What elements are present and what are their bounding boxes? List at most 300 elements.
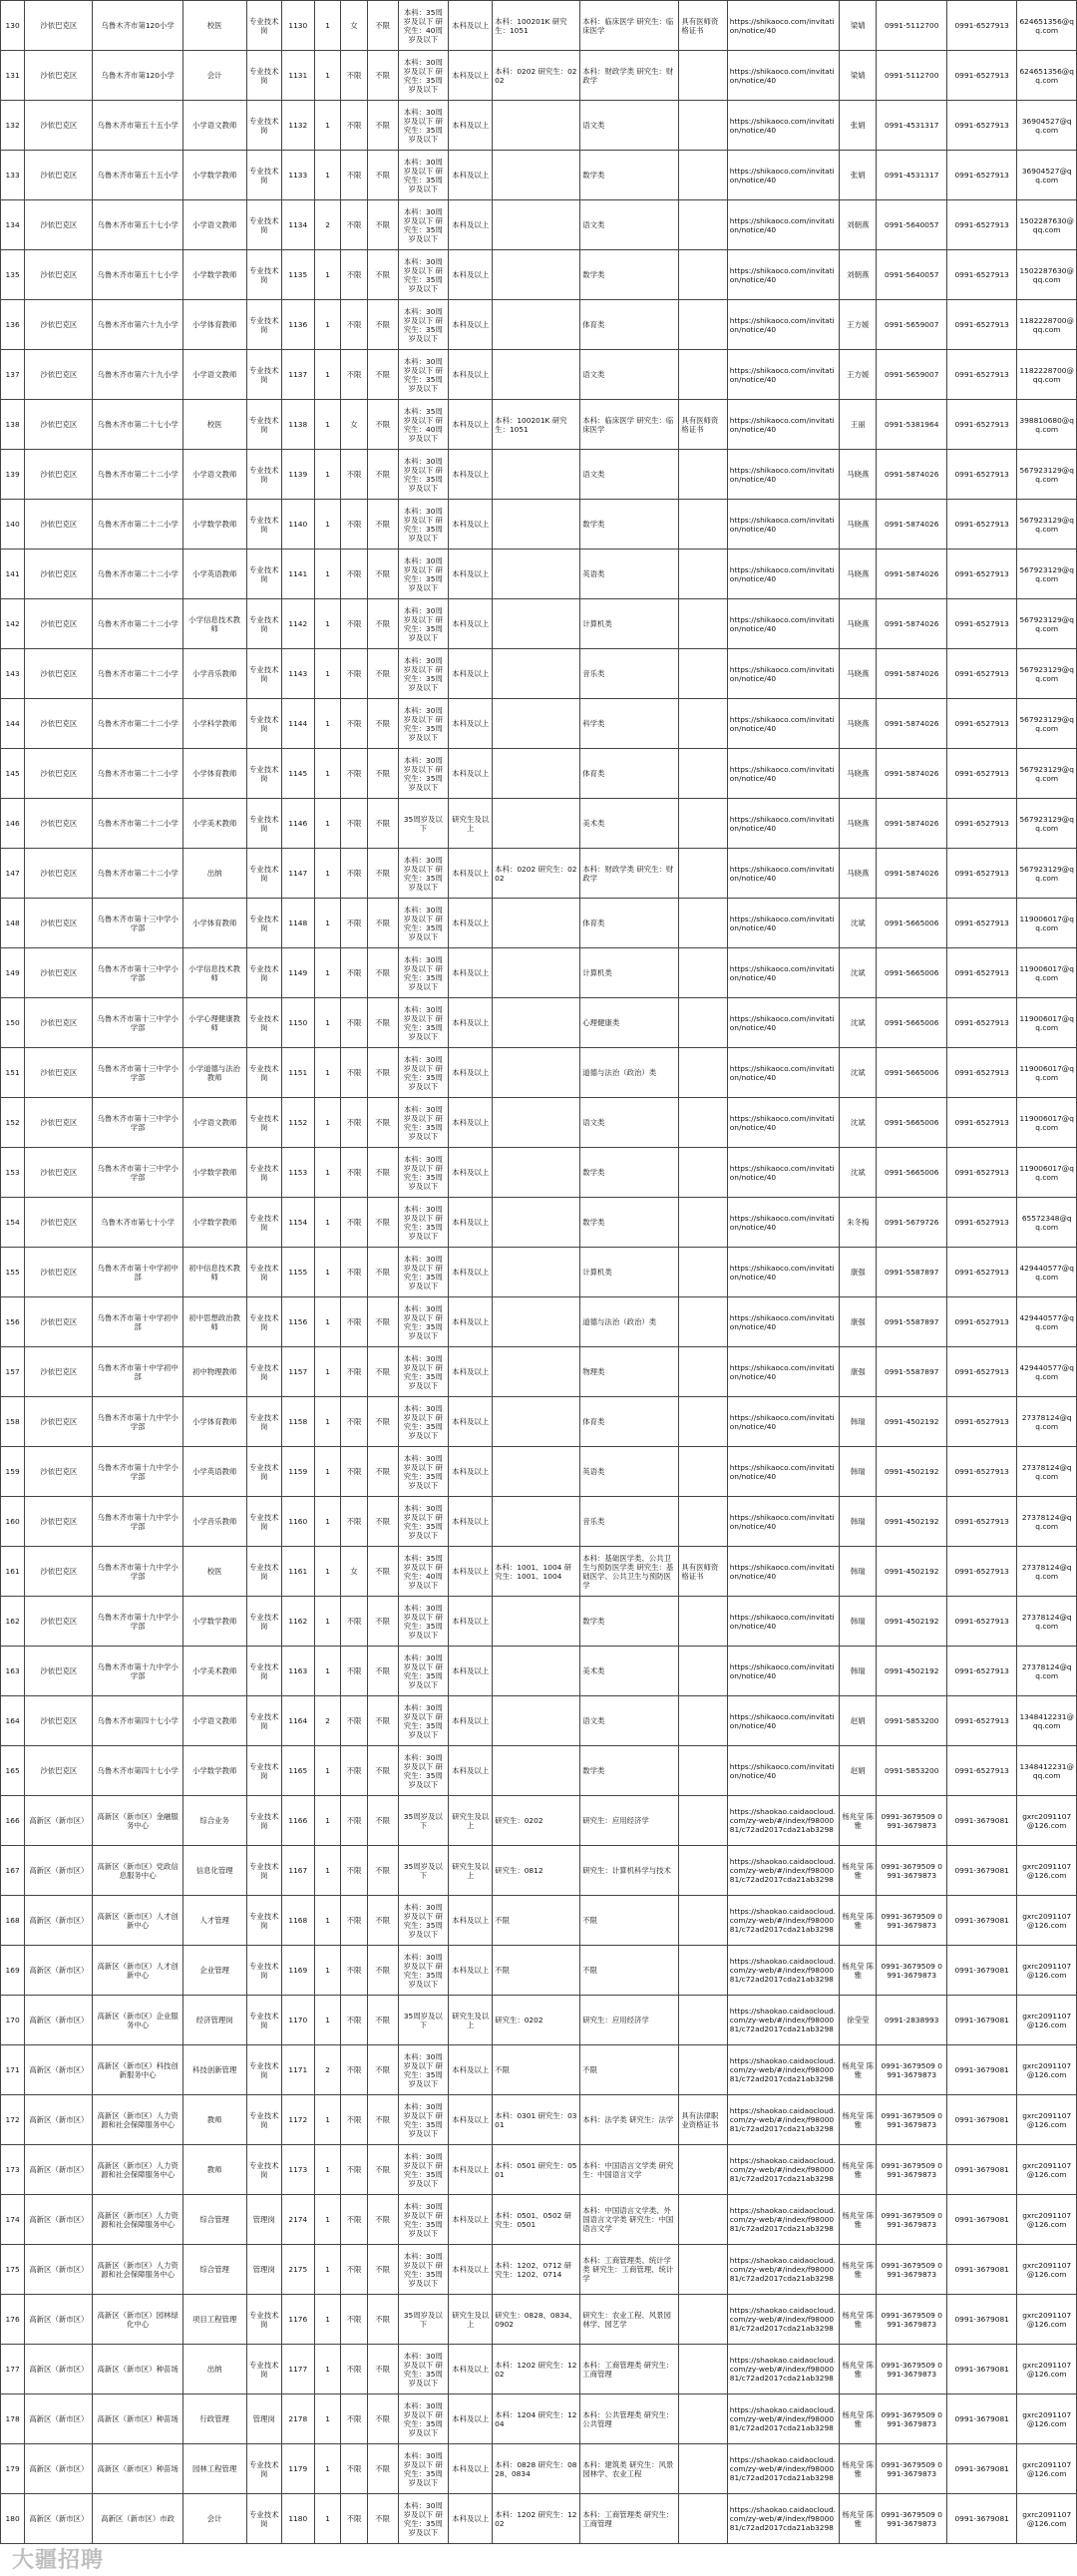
- education-cell: 本科及以上: [449, 550, 493, 599]
- district-cell: 高新区（新市区）: [25, 1896, 93, 1946]
- position-type-cell: 专业技术岗: [246, 1148, 281, 1198]
- major-name-cell: 本科：财政学类 研究生：财政学: [580, 51, 679, 101]
- district-cell: 高新区（新市区）: [25, 2195, 93, 2245]
- gender-cell: 不限: [341, 849, 367, 899]
- row-number-cell: 169: [1, 1946, 25, 1996]
- district-cell: 高新区（新市区）: [25, 2494, 93, 2544]
- position-name-cell: 小学数学教师: [182, 250, 246, 300]
- ethnicity-cell: 不限: [367, 699, 398, 749]
- registration-url-cell: https://shikaoco.com/invitation/notice/40: [727, 300, 839, 350]
- education-cell: 本科及以上: [449, 1, 493, 51]
- position-code-cell: 1151: [281, 1048, 314, 1098]
- major-code-cell: 本科：0501、0502 研究生：0501: [493, 2195, 580, 2245]
- table-row: [1, 799, 1077, 849]
- other-requirements-cell: [679, 1597, 727, 1647]
- district-cell: 高新区（新市区）: [25, 2245, 93, 2295]
- supervision-phone-cell: 0991-3679081: [946, 2345, 1016, 2394]
- position-code-cell: 1145: [281, 749, 314, 799]
- major-name-cell: 数学类: [580, 1198, 679, 1248]
- contact-phone-cell: 0991-5665006: [877, 1098, 946, 1148]
- headcount-cell: 1: [314, 101, 340, 151]
- age-requirement-cell: 本科：30周岁及以下 研究生：35周岁及以下: [398, 998, 449, 1048]
- major-code-cell: [493, 550, 580, 599]
- contact-email-cell: gxrc2091107@126.com: [1017, 2494, 1077, 2544]
- ethnicity-cell: 不限: [367, 799, 398, 849]
- position-name-cell: 校医: [182, 1, 246, 51]
- position-type-cell: 专业技术岗: [246, 500, 281, 550]
- row-number-cell: 146: [1, 799, 25, 849]
- row-number-cell: 154: [1, 1198, 25, 1248]
- supervision-phone-cell: 0991-6527913: [946, 599, 1016, 649]
- employer-cell: 乌鲁木齐市第十三中学小学部: [93, 899, 182, 948]
- position-name-cell: 小学数学教师: [182, 1746, 246, 1796]
- table-row: [1, 1347, 1077, 1397]
- district-cell: 沙依巴克区: [25, 300, 93, 350]
- position-code-cell: 1163: [281, 1647, 314, 1696]
- ethnicity-cell: 不限: [367, 101, 398, 151]
- age-requirement-cell: 本科：30周岁及以下 研究生：35周岁及以下: [398, 2394, 449, 2444]
- district-cell: 沙依巴克区: [25, 51, 93, 101]
- registration-url-cell: https://shikaoco.com/invitation/notice/40: [727, 998, 839, 1048]
- contact-email-cell: gxrc2091107@126.com: [1017, 2295, 1077, 2345]
- major-name-cell: 本科：建筑类 研究生：风景园林学、农业工程: [580, 2444, 679, 2494]
- contact-person-cell: 沈斌: [840, 948, 877, 998]
- table-row: [1, 849, 1077, 899]
- registration-url-cell: https://shikaoco.com/invitation/notice/40: [727, 1447, 839, 1497]
- employer-cell: 乌鲁木齐市第十三中学小学部: [93, 1148, 182, 1198]
- contact-email-cell: 27378124@qq.com: [1017, 1597, 1077, 1647]
- table-row: [1, 599, 1077, 649]
- contact-phone-cell: 0991-3679509 0991-3679873: [877, 2494, 946, 2544]
- age-requirement-cell: 本科：30周岁及以下 研究生：35周岁及以下: [398, 2095, 449, 2145]
- ethnicity-cell: 不限: [367, 1647, 398, 1696]
- position-name-cell: 会计: [182, 51, 246, 101]
- other-requirements-cell: [679, 1098, 727, 1148]
- major-name-cell: 语文类: [580, 450, 679, 500]
- district-cell: 沙依巴克区: [25, 649, 93, 699]
- contact-person-cell: 赵娟: [840, 1696, 877, 1746]
- registration-url-cell: https://shaokao.caidaocloud.com/zy-web/#/index/f9800081/c72ad2017cda21ab3298: [727, 2295, 839, 2345]
- table-row: [1, 1, 1077, 51]
- position-type-cell: 专业技术岗: [246, 1746, 281, 1796]
- registration-url-cell: https://shikaoco.com/invitation/notice/40: [727, 450, 839, 500]
- position-type-cell: 管理岗: [246, 2394, 281, 2444]
- education-cell: 研究生及以上: [449, 1796, 493, 1846]
- gender-cell: 不限: [341, 500, 367, 550]
- age-requirement-cell: 本科：35周岁及以下 研究生：40周岁及以下: [398, 1547, 449, 1597]
- registration-url-cell: https://shikaoco.com/invitation/notice/40: [727, 101, 839, 151]
- contact-email-cell: 36904527@qq.com: [1017, 151, 1077, 200]
- row-number-cell: 132: [1, 101, 25, 151]
- registration-url-cell: https://shikaoco.com/invitation/notice/40: [727, 1696, 839, 1746]
- major-code-cell: [493, 300, 580, 350]
- other-requirements-cell: [679, 1297, 727, 1347]
- headcount-cell: 1: [314, 1497, 340, 1547]
- position-name-cell: 小学信息技术教师: [182, 599, 246, 649]
- gender-cell: 不限: [341, 1597, 367, 1647]
- supervision-phone-cell: 0991-6527913: [946, 1297, 1016, 1347]
- row-number-cell: 143: [1, 649, 25, 699]
- position-code-cell: 1150: [281, 998, 314, 1048]
- position-code-cell: 1144: [281, 699, 314, 749]
- position-code-cell: 1173: [281, 2145, 314, 2195]
- district-cell: 高新区（新市区）: [25, 2444, 93, 2494]
- major-name-cell: 数学类: [580, 1746, 679, 1796]
- position-code-cell: 1153: [281, 1148, 314, 1198]
- ethnicity-cell: 不限: [367, 2345, 398, 2394]
- other-requirements-cell: [679, 300, 727, 350]
- age-requirement-cell: 本科：30周岁及以下 研究生：35周岁及以下: [398, 1647, 449, 1696]
- contact-person-cell: 康强: [840, 1347, 877, 1397]
- age-requirement-cell: 35周岁及以下: [398, 1996, 449, 2045]
- district-cell: 沙依巴克区: [25, 1696, 93, 1746]
- age-requirement-cell: 本科：30周岁及以下 研究生：35周岁及以下: [398, 849, 449, 899]
- headcount-cell: 1: [314, 1297, 340, 1347]
- position-code-cell: 1130: [281, 1, 314, 51]
- contact-email-cell: 119006017@qq.com: [1017, 899, 1077, 948]
- ethnicity-cell: 不限: [367, 1248, 398, 1297]
- employer-cell: 高新区（新市区）人力资源和社会保障服务中心: [93, 2195, 182, 2245]
- supervision-phone-cell: 0991-3679081: [946, 1896, 1016, 1946]
- registration-url-cell: https://shaokao.caidaocloud.com/zy-web/#/index/f9800081/c72ad2017cda21ab3298: [727, 2145, 839, 2195]
- headcount-cell: 1: [314, 2245, 340, 2295]
- headcount-cell: 1: [314, 51, 340, 101]
- supervision-phone-cell: 0991-6527913: [946, 300, 1016, 350]
- major-name-cell: 语文类: [580, 1098, 679, 1148]
- position-name-cell: 小学音乐教师: [182, 1497, 246, 1547]
- position-type-cell: 专业技术岗: [246, 1647, 281, 1696]
- table-row: [1, 1148, 1077, 1198]
- other-requirements-cell: [679, 649, 727, 699]
- ethnicity-cell: 不限: [367, 1048, 398, 1098]
- headcount-cell: 1: [314, 1996, 340, 2045]
- headcount-cell: 1: [314, 1946, 340, 1996]
- supervision-phone-cell: 0991-3679081: [946, 2444, 1016, 2494]
- registration-url-cell: https://shikaoco.com/invitation/notice/40: [727, 250, 839, 300]
- contact-person-cell: 沈斌: [840, 998, 877, 1048]
- headcount-cell: 1: [314, 300, 340, 350]
- employer-cell: 乌鲁木齐市第二十七小学: [93, 400, 182, 450]
- contact-email-cell: 567923129@qq.com: [1017, 749, 1077, 799]
- gender-cell: 不限: [341, 2045, 367, 2095]
- row-number-cell: 139: [1, 450, 25, 500]
- row-number-cell: 148: [1, 899, 25, 948]
- other-requirements-cell: [679, 2045, 727, 2095]
- other-requirements-cell: [679, 51, 727, 101]
- contact-email-cell: 624651356@qq.com: [1017, 1, 1077, 51]
- row-number-cell: 165: [1, 1746, 25, 1796]
- registration-url-cell: https://shikaoco.com/invitation/notice/40: [727, 350, 839, 400]
- position-code-cell: 1168: [281, 1896, 314, 1946]
- table-row: [1, 1746, 1077, 1796]
- registration-url-cell: https://shikaoco.com/invitation/notice/40: [727, 1597, 839, 1647]
- age-requirement-cell: 本科：30周岁及以下 研究生：35周岁及以下: [398, 2444, 449, 2494]
- position-type-cell: 专业技术岗: [246, 350, 281, 400]
- age-requirement-cell: 本科：30周岁及以下 研究生：35周岁及以下: [398, 1148, 449, 1198]
- education-cell: 本科及以上: [449, 1148, 493, 1198]
- major-name-cell: 数学类: [580, 250, 679, 300]
- major-name-cell: 语文类: [580, 200, 679, 250]
- supervision-phone-cell: 0991-6527913: [946, 1696, 1016, 1746]
- major-name-cell: 数学类: [580, 151, 679, 200]
- contact-phone-cell: 0991-5665006: [877, 948, 946, 998]
- supervision-phone-cell: 0991-6527913: [946, 899, 1016, 948]
- position-code-cell: 1156: [281, 1297, 314, 1347]
- position-code-cell: 1137: [281, 350, 314, 400]
- major-name-cell: 体育类: [580, 300, 679, 350]
- supervision-phone-cell: 0991-6527913: [946, 699, 1016, 749]
- position-type-cell: 专业技术岗: [246, 799, 281, 849]
- supervision-phone-cell: 0991-6527913: [946, 1397, 1016, 1447]
- major-code-cell: [493, 1497, 580, 1547]
- job-table-body: [1, 1, 1077, 2544]
- position-code-cell: 1172: [281, 2095, 314, 2145]
- position-code-cell: 1134: [281, 200, 314, 250]
- contact-phone-cell: 0991-4502192: [877, 1397, 946, 1447]
- employer-cell: 乌鲁木齐市第二十二小学: [93, 550, 182, 599]
- position-code-cell: 2175: [281, 2245, 314, 2295]
- other-requirements-cell: [679, 2444, 727, 2494]
- table-row: [1, 2345, 1077, 2394]
- contact-person-cell: 沈斌: [840, 1048, 877, 1098]
- position-type-cell: 专业技术岗: [246, 2345, 281, 2394]
- contact-email-cell: gxrc2091107@126.com: [1017, 2145, 1077, 2195]
- position-name-cell: 校医: [182, 1547, 246, 1597]
- row-number-cell: 156: [1, 1297, 25, 1347]
- age-requirement-cell: 本科：30周岁及以下 研究生：35周岁及以下: [398, 2494, 449, 2544]
- contact-email-cell: gxrc2091107@126.com: [1017, 2345, 1077, 2394]
- table-row: [1, 2195, 1077, 2245]
- table-row: [1, 2444, 1077, 2494]
- contact-person-cell: 韩瑞: [840, 1547, 877, 1597]
- table-row: [1, 1547, 1077, 1597]
- gender-cell: 不限: [341, 2095, 367, 2145]
- table-row: [1, 1297, 1077, 1347]
- district-cell: 沙依巴克区: [25, 899, 93, 948]
- headcount-cell: 1: [314, 350, 340, 400]
- age-requirement-cell: 本科：30周岁及以下 研究生：35周岁及以下: [398, 2345, 449, 2394]
- contact-phone-cell: 0991-5874026: [877, 599, 946, 649]
- district-cell: 沙依巴克区: [25, 599, 93, 649]
- other-requirements-cell: [679, 1746, 727, 1796]
- position-code-cell: 1171: [281, 2045, 314, 2095]
- registration-url-cell: https://shaokao.caidaocloud.com/zy-web/#/index/f9800081/c72ad2017cda21ab3298: [727, 1846, 839, 1896]
- registration-url-cell: https://shikaoco.com/invitation/notice/40: [727, 151, 839, 200]
- employer-cell: 乌鲁木齐市第四十七小学: [93, 1696, 182, 1746]
- ethnicity-cell: 不限: [367, 1946, 398, 1996]
- contact-person-cell: 赵娟: [840, 1746, 877, 1796]
- position-name-cell: 小学数学教师: [182, 151, 246, 200]
- district-cell: 沙依巴克区: [25, 1297, 93, 1347]
- position-type-cell: 专业技术岗: [246, 450, 281, 500]
- education-cell: 本科及以上: [449, 2345, 493, 2394]
- major-code-cell: [493, 1098, 580, 1148]
- supervision-phone-cell: 0991-6527913: [946, 1647, 1016, 1696]
- other-requirements-cell: [679, 1696, 727, 1746]
- contact-email-cell: 398810680@qq.com: [1017, 400, 1077, 450]
- major-name-cell: 研究生：应用经济学: [580, 1796, 679, 1846]
- headcount-cell: 1: [314, 998, 340, 1048]
- supervision-phone-cell: 0991-3679081: [946, 2095, 1016, 2145]
- row-number-cell: 151: [1, 1048, 25, 1098]
- education-cell: 本科及以上: [449, 2245, 493, 2295]
- contact-email-cell: 567923129@qq.com: [1017, 599, 1077, 649]
- employer-cell: 乌鲁木齐市第二十二小学: [93, 849, 182, 899]
- gender-cell: 不限: [341, 2145, 367, 2195]
- other-requirements-cell: [679, 1347, 727, 1397]
- gender-cell: 不限: [341, 101, 367, 151]
- major-code-cell: 研究生：0202: [493, 1796, 580, 1846]
- table-row: [1, 1597, 1077, 1647]
- registration-url-cell: https://shaokao.caidaocloud.com/zy-web/#/index/f9800081/c72ad2017cda21ab3298: [727, 2345, 839, 2394]
- headcount-cell: 1: [314, 699, 340, 749]
- age-requirement-cell: 本科：30周岁及以下 研究生：35周岁及以下: [398, 2245, 449, 2295]
- gender-cell: 不限: [341, 1896, 367, 1946]
- position-type-cell: 专业技术岗: [246, 2045, 281, 2095]
- district-cell: 沙依巴克区: [25, 1198, 93, 1248]
- row-number-cell: 161: [1, 1547, 25, 1597]
- headcount-cell: 1: [314, 1098, 340, 1148]
- ethnicity-cell: 不限: [367, 1198, 398, 1248]
- major-code-cell: [493, 101, 580, 151]
- employer-cell: 乌鲁木齐市第二十二小学: [93, 699, 182, 749]
- headcount-cell: 1: [314, 599, 340, 649]
- contact-phone-cell: 0991-2838993: [877, 1996, 946, 2045]
- district-cell: 沙依巴克区: [25, 1148, 93, 1198]
- contact-phone-cell: 0991-4531317: [877, 101, 946, 151]
- gender-cell: 不限: [341, 250, 367, 300]
- other-requirements-cell: [679, 1048, 727, 1098]
- registration-url-cell: https://shikaoco.com/invitation/notice/40: [727, 899, 839, 948]
- position-name-cell: 出纳: [182, 849, 246, 899]
- major-code-cell: 本科：0301 研究生：0301: [493, 2095, 580, 2145]
- gender-cell: 不限: [341, 1846, 367, 1896]
- other-requirements-cell: [679, 599, 727, 649]
- row-number-cell: 163: [1, 1647, 25, 1696]
- headcount-cell: 1: [314, 2345, 340, 2394]
- employer-cell: 高新区（新市区）种苗场: [93, 2345, 182, 2394]
- contact-person-cell: 马晓燕: [840, 550, 877, 599]
- other-requirements-cell: [679, 2345, 727, 2394]
- position-type-cell: 专业技术岗: [246, 2295, 281, 2345]
- contact-email-cell: 429440577@qq.com: [1017, 1347, 1077, 1397]
- major-name-cell: 研究生：应用经济学: [580, 1996, 679, 2045]
- contact-phone-cell: 0991-3679509 0991-3679873: [877, 2145, 946, 2195]
- registration-url-cell: https://shaokao.caidaocloud.com/zy-web/#/index/f9800081/c72ad2017cda21ab3298: [727, 2444, 839, 2494]
- district-cell: 沙依巴克区: [25, 1048, 93, 1098]
- other-requirements-cell: [679, 151, 727, 200]
- headcount-cell: 1: [314, 1148, 340, 1198]
- district-cell: 沙依巴克区: [25, 550, 93, 599]
- contact-phone-cell: 0991-5587897: [877, 1248, 946, 1297]
- contact-phone-cell: 0991-3679509 0991-3679873: [877, 2245, 946, 2295]
- ethnicity-cell: 不限: [367, 1746, 398, 1796]
- table-row: [1, 1397, 1077, 1447]
- headcount-cell: 1: [314, 1547, 340, 1597]
- headcount-cell: 1: [314, 649, 340, 699]
- registration-url-cell: https://shikaoco.com/invitation/notice/40: [727, 1198, 839, 1248]
- supervision-phone-cell: 0991-3679081: [946, 2045, 1016, 2095]
- row-number-cell: 152: [1, 1098, 25, 1148]
- supervision-phone-cell: 0991-3679081: [946, 2295, 1016, 2345]
- employer-cell: 高新区（新市区）企业服务中心: [93, 1996, 182, 2045]
- age-requirement-cell: 本科：30周岁及以下 研究生：35周岁及以下: [398, 101, 449, 151]
- position-code-cell: 1147: [281, 849, 314, 899]
- gender-cell: 不限: [341, 550, 367, 599]
- ethnicity-cell: 不限: [367, 300, 398, 350]
- other-requirements-cell: [679, 699, 727, 749]
- major-name-cell: 道德与法治（政治）类: [580, 1048, 679, 1098]
- contact-phone-cell: 0991-5874026: [877, 450, 946, 500]
- supervision-phone-cell: 0991-3679081: [946, 1796, 1016, 1846]
- row-number-cell: 138: [1, 400, 25, 450]
- major-name-cell: 数学类: [580, 1597, 679, 1647]
- major-name-cell: 不限: [580, 2045, 679, 2095]
- supervision-phone-cell: 0991-6527913: [946, 250, 1016, 300]
- age-requirement-cell: 本科：30周岁及以下 研究生：35周岁及以下: [398, 2045, 449, 2095]
- other-requirements-cell: [679, 2195, 727, 2245]
- major-name-cell: 体育类: [580, 749, 679, 799]
- age-requirement-cell: 本科：30周岁及以下 研究生：35周岁及以下: [398, 1447, 449, 1497]
- education-cell: 本科及以上: [449, 1347, 493, 1397]
- table-row: [1, 1198, 1077, 1248]
- contact-phone-cell: 0991-5659007: [877, 350, 946, 400]
- other-requirements-cell: [679, 1647, 727, 1696]
- employer-cell: 乌鲁木齐市第十三中学小学部: [93, 948, 182, 998]
- headcount-cell: 1: [314, 151, 340, 200]
- contact-phone-cell: 0991-3679509 0991-3679873: [877, 1896, 946, 1946]
- row-number-cell: 136: [1, 300, 25, 350]
- contact-email-cell: 429440577@qq.com: [1017, 1248, 1077, 1297]
- ethnicity-cell: 不限: [367, 2394, 398, 2444]
- gender-cell: 不限: [341, 2245, 367, 2295]
- major-name-cell: 本科：临床医学 研究生：临床医学: [580, 1, 679, 51]
- other-requirements-cell: [679, 450, 727, 500]
- contact-phone-cell: 0991-5665006: [877, 899, 946, 948]
- education-cell: 本科及以上: [449, 1497, 493, 1547]
- other-requirements-cell: [679, 2394, 727, 2444]
- gender-cell: 不限: [341, 1048, 367, 1098]
- contact-email-cell: gxrc2091107@126.com: [1017, 1796, 1077, 1846]
- contact-phone-cell: 0991-5587897: [877, 1297, 946, 1347]
- position-name-cell: 初中物理教师: [182, 1347, 246, 1397]
- supervision-phone-cell: 0991-3679081: [946, 1846, 1016, 1896]
- gender-cell: 不限: [341, 51, 367, 101]
- position-name-cell: 人才管理: [182, 1896, 246, 1946]
- age-requirement-cell: 35周岁及以下: [398, 799, 449, 849]
- district-cell: 沙依巴克区: [25, 948, 93, 998]
- contact-person-cell: 马晓燕: [840, 599, 877, 649]
- district-cell: 高新区（新市区）: [25, 2045, 93, 2095]
- contact-email-cell: 27378124@qq.com: [1017, 1547, 1077, 1597]
- position-type-cell: 专业技术岗: [246, 1846, 281, 1896]
- other-requirements-cell: 具有医师资格证书: [679, 1547, 727, 1597]
- contact-phone-cell: 0991-4502192: [877, 1497, 946, 1547]
- ethnicity-cell: 不限: [367, 1996, 398, 2045]
- row-number-cell: 149: [1, 948, 25, 998]
- supervision-phone-cell: 0991-6527913: [946, 849, 1016, 899]
- education-cell: 本科及以上: [449, 948, 493, 998]
- position-type-cell: 专业技术岗: [246, 1796, 281, 1846]
- contact-phone-cell: 0991-3679509 0991-3679873: [877, 2195, 946, 2245]
- ethnicity-cell: 不限: [367, 2494, 398, 2544]
- age-requirement-cell: 本科：30周岁及以下 研究生：35周岁及以下: [398, 1946, 449, 1996]
- other-requirements-cell: [679, 998, 727, 1048]
- education-cell: 本科及以上: [449, 2195, 493, 2245]
- supervision-phone-cell: 0991-6527913: [946, 1347, 1016, 1397]
- position-type-cell: 专业技术岗: [246, 1447, 281, 1497]
- employer-cell: 乌鲁木齐市第十九中学小学部: [93, 1447, 182, 1497]
